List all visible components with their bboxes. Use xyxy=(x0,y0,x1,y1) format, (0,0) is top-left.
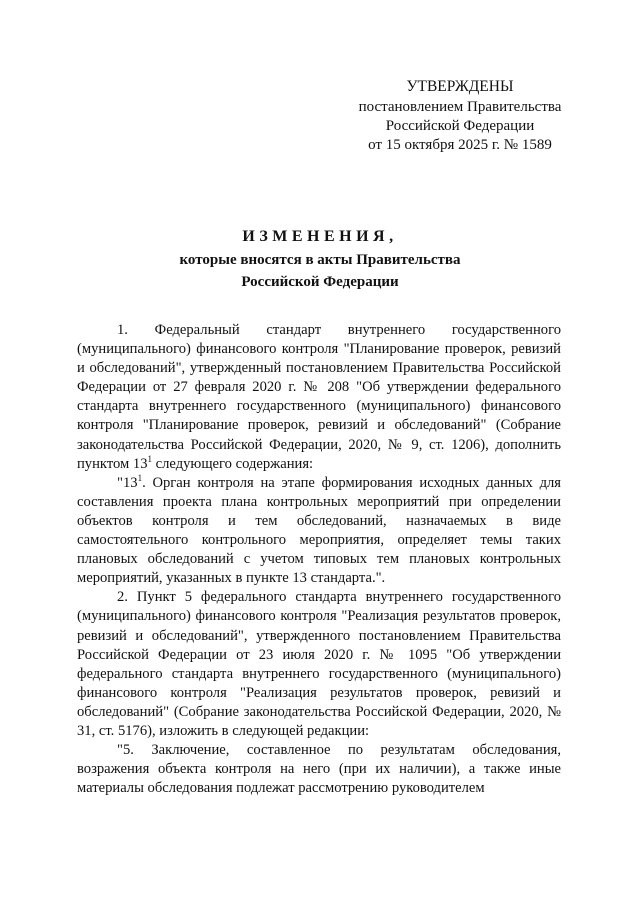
paragraph-item-1-text: 1. Федеральный стандарт внутреннего государственного (муниципального) финансового контроля "Планирование проверок, ревизий и обследований", утвержденный постановлением Правительства Российской Федерации от 27 февраля 2020 г. № 208 "Об утверждении федерального стандарта внутреннего государственного (муниципального) финансового контроля "Планирование проверок, ревизий и обследований" (Собрание законодательства Российской Федерации, 2020, № 9, ст. 1206), дополнить пунктом 13 xyxy=(77,322,561,472)
document-subtitle-line-2: Российской Федерации xyxy=(241,274,399,290)
approval-stamp xyxy=(330,77,590,155)
document-title-block xyxy=(0,226,640,292)
paragraph-item-2: 2. Пункт 5 федерального стандарта внутреннего государственного (муниципального) финансового контроля "Реализация результатов проверок, ревизий и обследований", утвержденного постановлением Правительства Российской Федерации от 23 июля 2020 г. № 1095 "Об утверждении федерального стандарта внутреннего государственного (муниципального) финансового контроля "Реализация результатов проверок, ревизий и обследований" (Собрание законодательства Российской Федерации, 2020, № 31, ст. 5176), изложить в следующей редакции: xyxy=(77,589,561,739)
paragraph-item-1-tail: следующего содержания: xyxy=(152,455,314,472)
approval-line-3: от 15 октября 2025 г. № 1589 xyxy=(368,137,552,153)
superscript: 1 xyxy=(147,453,152,464)
paragraph-quote-13-1-start: "13 xyxy=(117,474,138,491)
paragraph-quote-13-1 xyxy=(77,474,561,589)
approval-heading: УТВЕРЖДЕНЫ xyxy=(406,78,514,95)
paragraph-quote-5: "5. Заключение, составленное по результатам обследования, возражения объекта контроля на него (при их наличии), а также иные материалы обследования подлежат рассмотрению руководителем xyxy=(77,742,561,797)
document-title: ИЗМЕНЕНИЯ, xyxy=(242,228,398,245)
approval-line-1: постановлением Правительства xyxy=(358,99,562,115)
paragraph-item-1 xyxy=(77,321,561,474)
document-subtitle-line-1: которые вносятся в акты Правительства xyxy=(179,252,461,268)
approval-line-2: Российской Федерации xyxy=(385,118,535,134)
document-body xyxy=(77,321,561,798)
paragraph-quote-13-1-text: . Орган контроля на этапе формирования исходных данных для составления проекта плана контрольных мероприятий при определении объектов контроля и тем обследований, назначаемых в виде самостоятельного контрольного мероприятия, определяет темы таких плановых обследований с учетом типовых тем плановых контрольных мероприятий, указанных в пункте 13 стандарта.". xyxy=(77,474,561,587)
superscript: 1 xyxy=(137,472,143,483)
